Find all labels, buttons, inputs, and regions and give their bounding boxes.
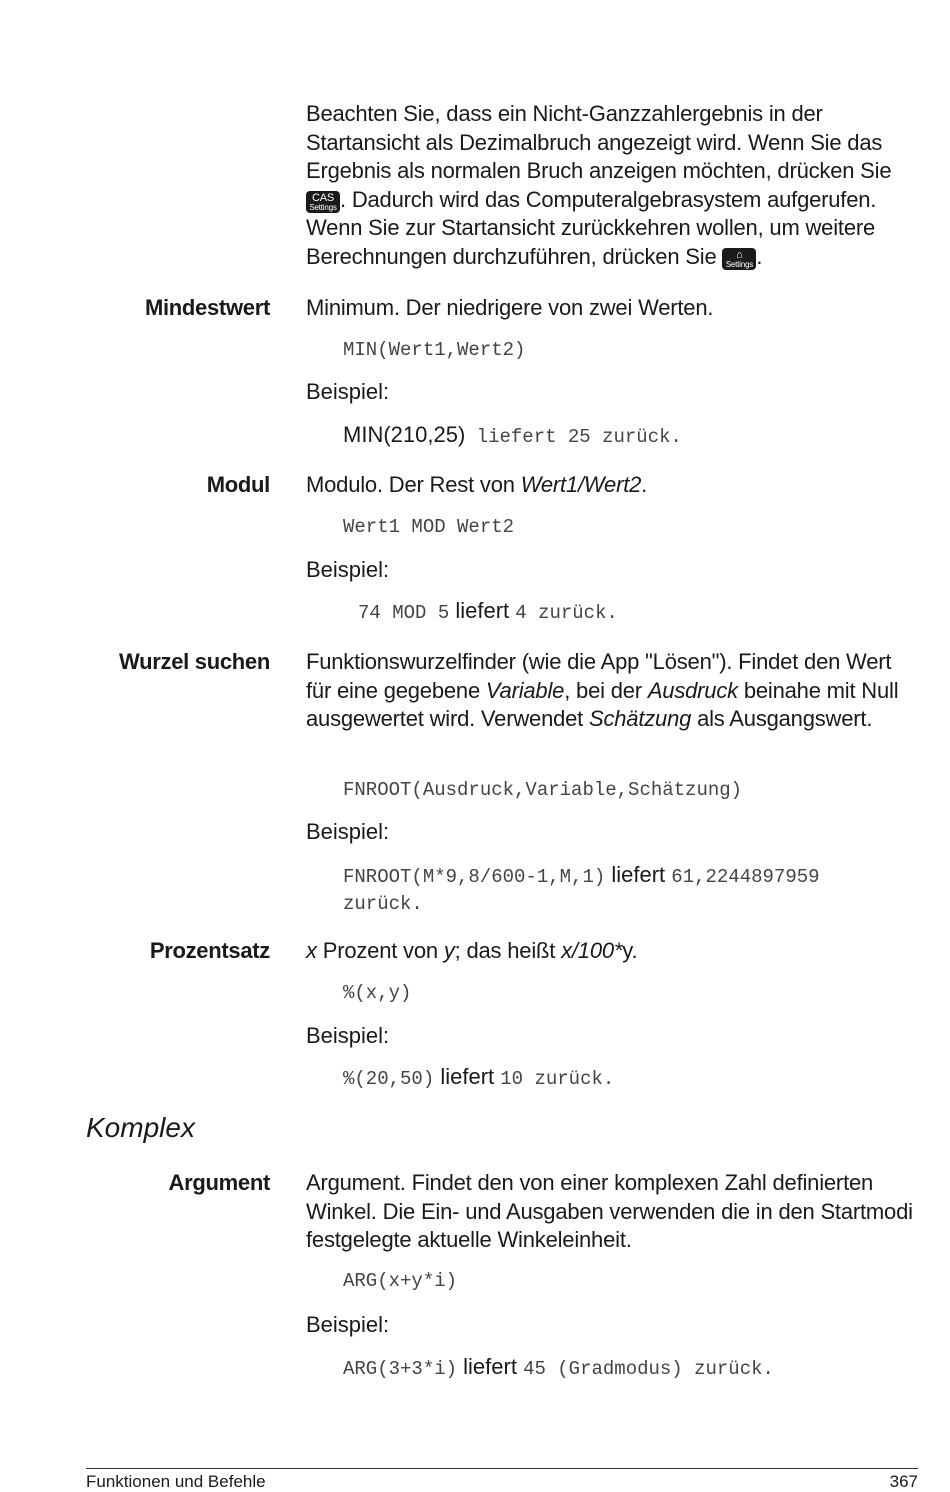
home-key-icon: ⌂ Settings	[722, 248, 756, 270]
percent-syntax: %(x,y)	[343, 982, 412, 1004]
arg-example: ARG(3+3*i) liefert 45 (Gradmodus) zurück.	[343, 1354, 774, 1380]
page-number: 367	[889, 1472, 918, 1491]
term-mod: Modul	[206, 472, 270, 497]
percent-example-label: Beispiel:	[306, 1023, 390, 1048]
min-syntax: MIN(Wert1,Wert2)	[343, 339, 526, 361]
mod-description: Modulo. Der Rest von Wert1/Wert2.	[306, 472, 648, 497]
mod-example-label: Beispiel:	[306, 557, 390, 582]
fnroot-example: FNROOT(M*9,8/600-1,M,1) liefert 61,2244897959	[343, 862, 820, 888]
term-arg: Argument	[168, 1170, 270, 1195]
arg-syntax: ARG(x+y*i)	[343, 1270, 458, 1292]
cas-key-icon: CAS Settings	[306, 191, 340, 213]
arg-example-label: Beispiel:	[306, 1312, 390, 1337]
arg-description: Argument. Findet den von einer komplexen Zahl definierten Winkel. Die Ein- und Ausgaben verwenden die in den Startmodi festgelegte aktuelle Winkeleinheit.	[306, 1170, 913, 1252]
term-min: Mindestwert	[144, 295, 270, 320]
term-percent: Prozentsatz	[149, 938, 270, 963]
footer-chapter: Funktionen und Befehle	[86, 1472, 266, 1491]
term-fnroot: Wurzel suchen	[119, 649, 270, 674]
fnroot-example-label: Beispiel:	[306, 819, 390, 844]
min-example: MIN(210,25) liefert 25 zurück.	[343, 422, 682, 448]
mod-example: 74 MOD 5 liefert 4 zurück.	[358, 598, 618, 624]
footer-rule	[86, 1468, 918, 1469]
min-description: Minimum. Der niedrigere von zwei Werten.	[306, 295, 714, 320]
intro-paragraph: Beachten Sie, dass ein Nicht-Ganzzahlergebnis in der Startansicht als Dezimalbruch angezeigt wird. Wenn Sie das Ergebnis als normalen Bruch anzeigen möchten, drücken Sie CAS Settings . Dadurch wird das Computeralgebrasystem aufgerufen. Wenn Sie zur Startansicht zurückkehren wollen, um weitere Berechnungen durchzuführen, drücken Sie ⌂ Settings .	[306, 101, 892, 269]
mod-syntax: Wert1 MOD Wert2	[343, 516, 515, 538]
section-heading: Komplex	[86, 1112, 195, 1143]
min-example-label: Beispiel:	[306, 379, 390, 404]
fnroot-example-cont: zurück.	[343, 893, 423, 915]
percent-example: %(20,50) liefert 10 zurück.	[343, 1064, 615, 1090]
fnroot-description: Funktionswurzelfinder (wie die App "Lösen"). Findet den Wert für eine gegebene Variable, bei der Ausdruck beinahe mit Null ausgewertet wird. Verwendet Schätzung als Ausgangswert.	[306, 649, 899, 731]
fnroot-syntax: FNROOT(Ausdruck,Variable,Schätzung)	[343, 779, 743, 801]
percent-description: x Prozent von y; das heißt x/100*y.	[306, 938, 638, 963]
